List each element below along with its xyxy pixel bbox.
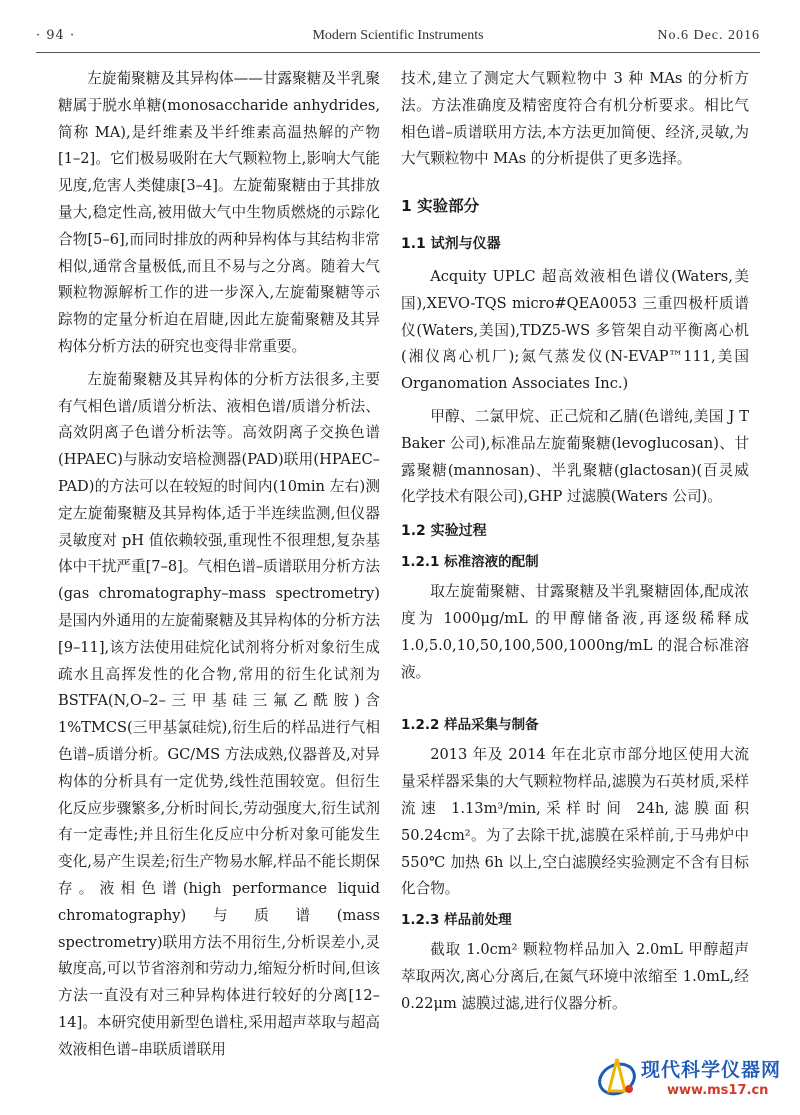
body-paragraph: 截取 1.0cm² 颗粒物样品加入 2.0mL 甲醇超声萃取两次,离心分离后,在氮气环境中浓缩至 1.0mL,经 0.22μm 滤膜过滤,进行仪器分析。 xyxy=(401,941,749,1012)
body-paragraph: 左旋葡聚糖及其异构体的分析方法很多,主要有气相色谱/质谱分析法、液相色谱/质谱分析法、高效阴离子色谱分析法等。高效阴离子交换色谱(HPAEC)与脉动安培检测器(PAD)联用(HPAEC–PAD)的方法可以在较短的时间内(10min 左右)测定左旋葡聚糖及其异构体,适于半连续监测,但仪器灵敏度对 pH 值依赖较强,重现性不很理想,复杂基体中干扰严重[7–8]。气相色谱–质谱联用分析方法(gas chromatography–mass spectrometry)是国内外通用的左旋葡聚糖及其异构体的分析方法[9–11],该方法使用硅烷化试剂将分析对象衍生成疏水且高挥发性的化合物,常用的衍生化试剂为 BSTFA(N,O–2–三甲基硅三氟乙酰胺)含 1%TMCS(三甲基氯硅烷),衍生后的样品进行气相色谱–质谱分析。GC/MS 方法成熟,仪器普及,对异构体的分析具有一定优势,线性范围较宽。但衍生化反应步骤繁多,分析时间长,劳动强度大,衍生试剂有一定毒性;并且衍生化反应中分析对象可能发生变化,易产生误差;衍生产物易水解,样品不能长期保存。液相色谱(high performance liquid chromatography)与质谱(mass spectrometry)联用方法不用衍生,分析误差小,灵敏度高,可以节省溶剂和劳动力,缩短分析时间,但该方法一直没有对三种异构体进行较好的分离[12–14]。本研究使用新型色谱柱,采用超声萃取与超高效液相色谱–串联质谱联用 xyxy=(58,370,380,1058)
issue-info: No.6 Dec. 2016 xyxy=(657,28,760,43)
right-column xyxy=(401,66,749,1018)
spacer xyxy=(401,686,749,708)
subsection-heading: 1.2 实验过程 xyxy=(401,523,487,540)
body-paragraph: 甲醇、二氯甲烷、正己烷和乙腈(色谱纯,美国 J T Baker 公司),标准品左旋葡聚糖(levoglucosan)、甘露聚糖(mannosan)、半乳聚糖(glactosan)(百灵威化学技术有限公司),GHP 过滤膜(Waters 公司)。 xyxy=(401,407,749,506)
page-number: · 94 · xyxy=(36,28,76,43)
watermark-logo-icon xyxy=(595,1053,639,1101)
watermark-site-name: 现代科学仪器网 xyxy=(641,1059,782,1081)
watermark-url: www.ms17.cn xyxy=(667,1083,769,1098)
journal-title: Modern Scientific Instruments xyxy=(312,28,484,43)
subsubsection-heading: 1.2.1 标准溶液的配制 xyxy=(401,554,539,571)
subsection-heading: 1.1 试剂与仪器 xyxy=(401,235,501,252)
header-rule xyxy=(36,52,760,53)
left-column xyxy=(58,66,380,1063)
body-paragraph: Acquity UPLC 超高效液相色谱仪(Waters,美国),XEVO-TQS micro#QEA0053 三重四极杆质谱仪(Waters,美国),TDZ5-WS 多管架自动平衡离心机(湘仪离心机厂);氮气蒸发仪(N-EVAP™111,美国 Organomation Associates Inc.) xyxy=(401,267,749,393)
body-paragraph: 2013 年及 2014 年在北京市部分地区使用大流量采样器采集的大气颗粒物样品,滤膜为石英材质,采样流速 1.13m³/min,采样时间 24h,滤膜面积 50.24cm²。为了去除干扰,滤膜在采样前,于马弗炉中 550℃ 加热 6h 以上,空白滤膜经实验测定不含有目标化合物。 xyxy=(401,746,749,898)
site-watermark xyxy=(595,1049,790,1107)
body-paragraph: 取左旋葡聚糖、甘露聚糖及半乳聚糖固体,配成浓度为 1000μg/mL 的甲醇储备液,再逐级稀释成 1.0,5.0,10,50,100,500,1000ng/mL 的混合标准溶液。 xyxy=(401,583,749,681)
subsubsection-heading: 1.2.3 样品前处理 xyxy=(401,912,512,929)
subsubsection-heading: 1.2.2 样品采集与制备 xyxy=(401,717,539,734)
body-paragraph: 左旋葡聚糖及其异构体——甘露聚糖及半乳聚糖属于脱水单糖(monosaccharide anhydrides,简称 MA),是纤维素及半纤维素高温热解的产物[1–2]。它们极易吸附在大气颗粒物上,影响大气能见度,危害人类健康[3–4]。左旋葡聚糖由于其排放量大,稳定性高,被用做大气中生物质燃烧的示踪化合物[5–6],而同时排放的两种异构体与其结构非常相似,通常含量极低,而且不易与之分离。随着大气颗粒物源解析工作的进一步深入,左旋葡聚糖等示踪物的定量分析迫在眉睫,因此左旋葡聚糖及其异构体分析方法的研究也变得非常重要。 xyxy=(58,70,380,355)
section-heading: 1 实验部分 xyxy=(401,197,480,216)
body-paragraph: 技术,建立了测定大气颗粒物中 3 种 MAs 的分析方法。方法准确度及精密度符合有机分析要求。相比气相色谱–质谱联用方法,本方法更加简便、经济,灵敏,为大气颗粒物中 MAs 的分析提供了更多选择。 xyxy=(401,70,749,168)
running-header xyxy=(36,28,760,48)
